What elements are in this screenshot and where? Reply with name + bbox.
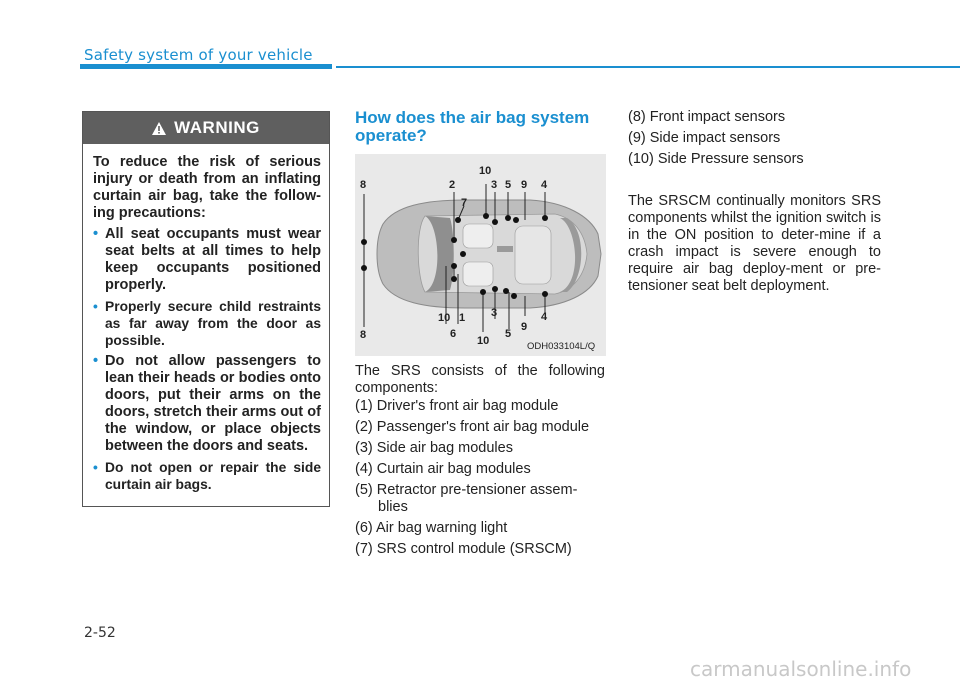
airbag-diagram <box>355 154 606 356</box>
label-8-top: 8 <box>360 179 367 191</box>
list-item: (6) Air bag warning light <box>355 520 508 536</box>
label-8-bottom: 8 <box>360 329 367 341</box>
bullet-icon: • <box>93 353 99 369</box>
warning-body <box>83 144 329 493</box>
list-item: (5) Retractor pre-tensioner assem- <box>355 482 578 498</box>
warning-item: • All seat occupants must wear seat belts at all times to help keep occupants positioned properly. <box>93 226 321 293</box>
warning-header <box>83 112 329 144</box>
list-item: (9) Side impact sensors <box>628 130 781 146</box>
label-4-bottom: 4 <box>541 311 548 323</box>
warning-box <box>82 111 330 507</box>
figure-code: ODH033104L/Q <box>527 341 596 352</box>
list-item-continuation: blies <box>378 499 408 515</box>
section-title: Safety system of your vehicle <box>84 46 313 64</box>
watermark: carmanualsonline.info <box>690 657 912 681</box>
list-item: (8) Front impact sensors <box>628 109 786 125</box>
seat-rear <box>515 226 551 284</box>
seat-front-left <box>463 224 493 248</box>
components-list-1 <box>355 398 605 562</box>
warning-title: WARNING <box>174 118 260 137</box>
components-list-2 <box>628 109 881 172</box>
car-illustration <box>355 154 606 356</box>
label-3-top: 3 <box>491 179 498 191</box>
label-5-bottom: 5 <box>505 328 512 340</box>
components-intro: The SRS consists of the following components: <box>355 363 605 396</box>
srscm-paragraph: The SRSCM continually monitors SRS components whilst the ignition switch is in the ON position to deter-mine if a crash impact is severe enough to require air bag deploy-ment or pre-tensioner seat belt deployment. <box>628 193 881 294</box>
label-4-top: 4 <box>541 179 548 191</box>
label-10-bottom-left: 10 <box>438 312 451 324</box>
header-rule-thin <box>336 66 960 68</box>
header-rule-thick <box>80 64 332 69</box>
label-1: 1 <box>459 312 466 324</box>
list-item: (7) SRS control module (SRSCM) <box>355 541 572 557</box>
label-5-top: 5 <box>505 179 512 191</box>
list-item: (4) Curtain air bag modules <box>355 461 531 477</box>
label-9-top: 9 <box>521 179 528 191</box>
label-9-bottom: 9 <box>521 321 528 333</box>
warning-triangle-icon <box>152 122 166 135</box>
list-item: (3) Side air bag modules <box>355 440 513 456</box>
seat-front-right <box>463 262 493 286</box>
question-heading: How does the air bag system operate? <box>355 108 590 145</box>
list-item: (10) Side Pressure sensors <box>628 151 804 167</box>
label-7: 7 <box>461 197 468 209</box>
label-10-bottom: 10 <box>477 335 490 347</box>
warning-list <box>93 226 321 493</box>
bullet-icon: • <box>93 299 98 314</box>
bullet-icon: • <box>93 226 99 242</box>
label-3-bottom: 3 <box>491 307 498 319</box>
list-item: (1) Driver's front air bag module <box>355 398 559 414</box>
label-2: 2 <box>449 179 456 191</box>
page-number: 2-52 <box>84 625 116 641</box>
warning-intro: To reduce the risk of serious injury or death from an inflating curtain air bag, take the follow-ing precautions: <box>93 154 321 221</box>
warning-item: • Do not open or repair the side curtain air bags. <box>93 460 321 492</box>
label-10-top: 10 <box>479 165 492 177</box>
warning-item: • Properly secure child restraints as far away from the door as possible. <box>93 299 321 348</box>
warning-item: • Do not allow passengers to lean their heads or bodies onto doors, put their arms on the doors, stretch their arms out of the window, or place objects between the doors and seats. <box>93 353 321 454</box>
list-item: (2) Passenger's front air bag module <box>355 419 590 435</box>
label-6: 6 <box>450 328 457 340</box>
bullet-icon: • <box>93 460 98 475</box>
